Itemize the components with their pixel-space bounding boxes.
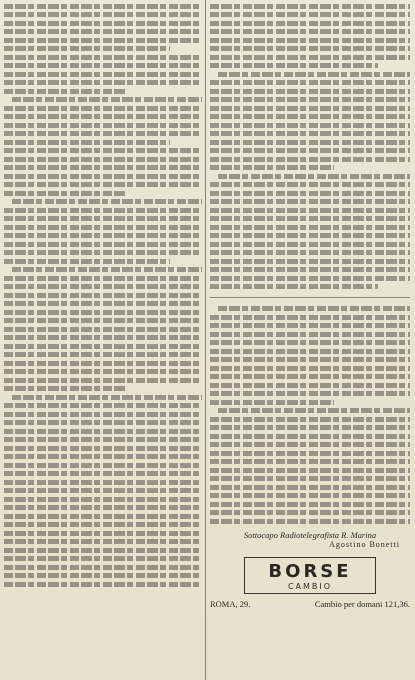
article-body-right-top [210,4,410,290]
section-divider [210,297,410,298]
exchange-place-date: ROMA, 29. [210,598,251,609]
right-column [210,0,410,680]
signature-name: Agostino Bonetti [329,539,400,549]
borse-title: BORSE [268,560,352,582]
signature-rank: Sottocapo Radiotelegrafista R. Marina [243,529,377,540]
borse-subtitle: CAMBIO [287,581,333,591]
left-column [4,0,202,680]
exchange-text: Cambio per domani 121,36. [314,598,410,609]
article-body-right-bottom [210,306,410,524]
exchange-line [210,599,410,609]
borse-box [244,557,376,594]
article-body-left [4,4,202,587]
column-divider [205,0,206,680]
